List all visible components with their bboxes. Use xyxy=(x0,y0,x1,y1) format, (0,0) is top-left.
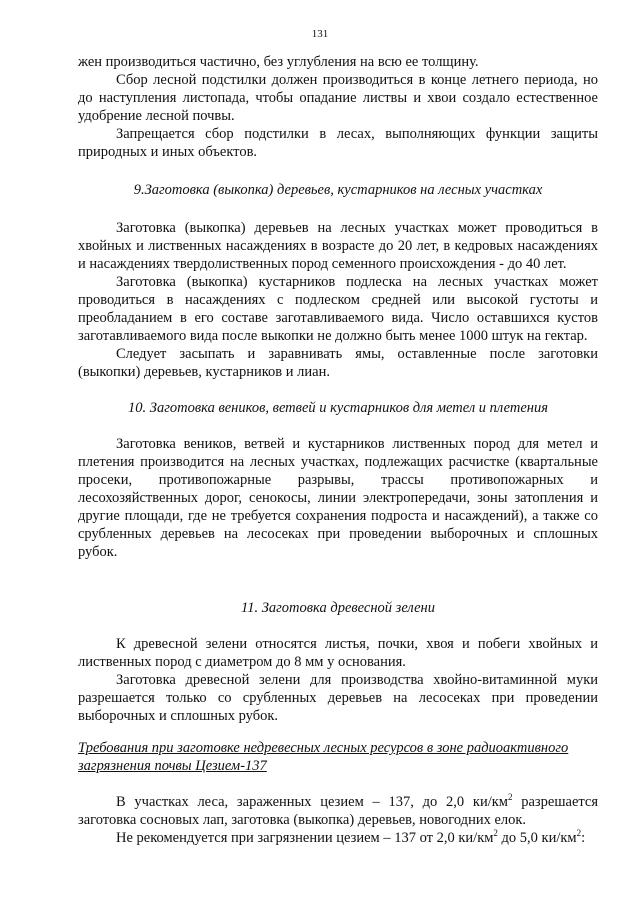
paragraph: Заготовка веников, ветвей и кустарников лиственных пород для метел и плетения производится на лесных участках, подлежащих расчистке (квартальные просеки, противопожарные разрывы, трассы противопожарных и лесохозяйственных дорог, сенокосы, линии электропередачи, зоны затопления и другие площади, где не требуется сохранения подроста и насаждений), а также со срубленных деревьев на лесосеках при проведении выборочных и сплошных рубок. xyxy=(78,436,598,560)
paragraph: Запрещается сбор подстилки в лесах, выполняющих функции защиты природных и иных объектов. xyxy=(78,126,598,160)
text-fragment: Не рекомендуется при загрязнении цезием – 137 от 2,0 ки/км xyxy=(116,830,494,846)
section-heading-11: 11. Заготовка древесной зелени xyxy=(241,600,435,616)
text-fragment: до 5,0 ки/км xyxy=(497,830,577,846)
superscript: 2 xyxy=(576,828,582,839)
paragraph: Заготовка (выкопка) кустарников подлеска на лесных участках может проводиться в насаждениях с подлеском средней или высокой густоты и преобладанием в его составе заготавливаемого вида. Число оставшихся кустов заготавливаемого вида после выкопки не должно быть менее 1000 штук на гектар. xyxy=(78,274,598,344)
paragraph xyxy=(78,793,598,829)
paragraph: Сбор лесной подстилки должен производиться в конце летнего периода, но до наступления листопада, чтобы опадание листвы и хвои создало естественное удобрение лесной почвы. xyxy=(78,72,598,124)
superscript: 2 xyxy=(507,792,513,803)
section-heading-10: 10. Заготовка веников, ветвей и кустарников для метел и плетения xyxy=(128,400,548,416)
paragraph: жен производиться частично, без углубления на всю ее толщину. xyxy=(78,54,479,70)
paragraph: Заготовка древесной зелени для производства хвойно-витаминной муки разрешается только со срубленных деревьев на лесосеках при проведении выборочных и сплошных рубок. xyxy=(78,672,598,724)
paragraph xyxy=(78,829,598,847)
section-heading-9: 9.Заготовка (выкопка) деревьев, кустарников на лесных участках xyxy=(133,182,543,198)
page-number: 131 xyxy=(311,28,329,40)
paragraph: К древесной зелени относятся листья, почки, хвоя и побеги хвойных и лиственных пород с диаметром до 8 мм у основания. xyxy=(78,636,598,670)
text-fragment: разрешается заготовка сосновых лап, заготовка (выкопка) деревьев, новогодних елок. xyxy=(78,794,598,828)
paragraph: Следует засыпать и заравнивать ямы, оставленные после заготовки (выкопки) деревьев, кустарников и лиан. xyxy=(78,346,598,380)
text-fragment: : xyxy=(581,830,586,846)
text-fragment: В участках леса, зараженных цезием – 137, до 2,0 ки/км xyxy=(116,794,508,810)
superscript: 2 xyxy=(493,828,498,839)
radiation-requirements-heading: Требования при заготовке недревесных лесных ресурсов в зоне радиоактивного загрязнения почвы Цезием-137 xyxy=(78,740,569,774)
page-content xyxy=(78,53,598,847)
paragraph: Заготовка (выкопка) деревьев на лесных участках может проводиться в хвойных и лиственных насаждениях в возрасте до 20 лет, в кедровых насаждениях и насаждениях твердолиственных пород семенного происхождения - до 40 лет. xyxy=(78,220,598,272)
